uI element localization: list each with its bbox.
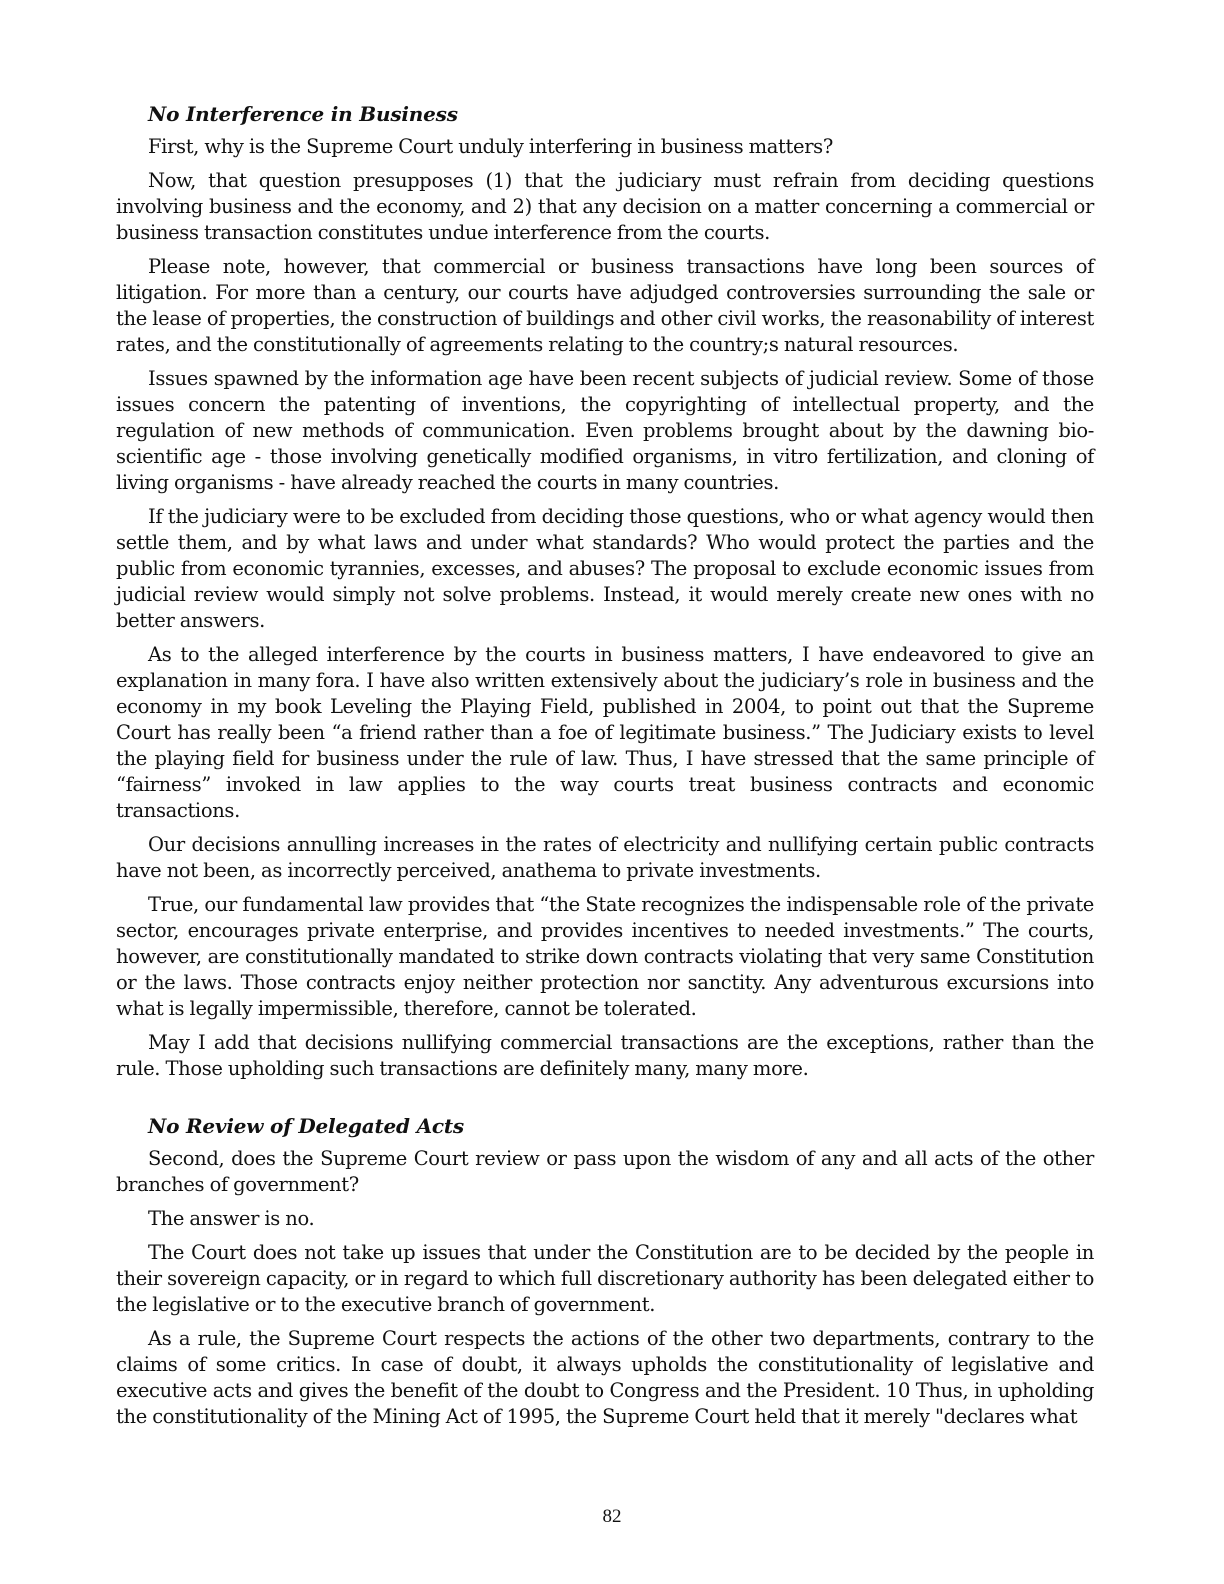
paragraph: Second, does the Supreme Court review or pass upon the wisdom of any and all acts of the other branches of government? [116, 1147, 1094, 1196]
paragraph: First, why is the Supreme Court unduly interfering in business matters? [148, 135, 833, 158]
paragraph: As a rule, the Supreme Court respects the actions of the other two departments, contrary to the claims of some critics. In case of doubt, it always upholds the constitutionality of legislative and executive acts and gives the benefit of the doubt to Congress and the President. 10 Thus, in upholding the constitutionality of the Mining Act of 1995, the Supreme Court held that it merely "declares what [116, 1327, 1094, 1428]
paragraph: Please note, however, that commercial or business transactions have long been sources of litigation. For more than a century, our courts have adjudged controversies surrounding the sale or the lease of properties, the construction of buildings and other civil works, the reasonability of interest rates, and the constitutionally of agreements relating to the country;s natural resources. [116, 255, 1094, 356]
paragraph: Now, that question presupposes (1) that the judiciary must refrain from deciding questions involving business and the economy, and 2) that any decision on a matter concerning a commercial or business transaction constitutes undue interference from the courts. [116, 169, 1094, 244]
section-heading: No Interference in Business [148, 102, 458, 126]
section-no-review-of-delegated-acts [116, 1112, 1094, 1430]
section-heading: No Review of Delegated Acts [148, 1114, 464, 1138]
paragraph: May I add that decisions nullifying commercial transactions are the exceptions, rather than the rule. Those upholding such transactions are definitely many, many more. [116, 1031, 1094, 1080]
paragraph: Our decisions annulling increases in the rates of electricity and nullifying certain public contracts have not been, as incorrectly perceived, anathema to private investments. [116, 833, 1094, 882]
paragraph: The answer is no. [148, 1207, 315, 1230]
paragraph: The Court does not take up issues that under the Constitution are to be decided by the people in their sovereign capacity, or in regard to which full discretionary authority has been delegated either to the legislative or to the executive branch of government. [116, 1241, 1094, 1316]
document-page [116, 100, 1094, 1438]
paragraph: True, our fundamental law provides that “the State recognizes the indispensable role of the private sector, encourages private enterprise, and provides incentives to needed investments.” The courts, however, are constitutionally mandated to strike down contracts violating that very same Constitution or the laws. Those contracts enjoy neither protection nor sanctity. Any adventurous excursions into what is legally impermissible, therefore, cannot be tolerated. [116, 893, 1094, 1020]
section-no-interference-in-business [116, 100, 1094, 1082]
page-number: 82 [602, 1506, 622, 1527]
paragraph: Issues spawned by the information age have been recent subjects of judicial review. Some of those issues concern the patenting of inventions, the copyrighting of intellectual property, and the regulation of new methods of communication. Even problems brought about by the dawning bio-scientific age - those involving genetically modified organisms, in vitro fertilization, and cloning of living organisms - have already reached the courts in many countries. [116, 367, 1094, 494]
paragraph: If the judiciary were to be excluded from deciding those questions, who or what agency would then settle them, and by what laws and under what standards? Who would protect the parties and the public from economic tyrannies, excesses, and abuses? The proposal to exclude economic issues from judicial review would simply not solve problems. Instead, it would merely create new ones with no better answers. [116, 505, 1094, 632]
paragraph: As to the alleged interference by the courts in business matters, I have endeavored to give an explanation in many fora. I have also written extensively about the judiciary’s role in business and the economy in my book Leveling the Playing Field, published in 2004, to point out that the Supreme Court has really been “a friend rather than a foe of legitimate business.” The Judiciary exists to level the playing field for business under the rule of law. Thus, I have stressed that the same principle of “fairness” invoked in law applies to the way courts treat business contracts and economic transactions. [116, 643, 1094, 822]
